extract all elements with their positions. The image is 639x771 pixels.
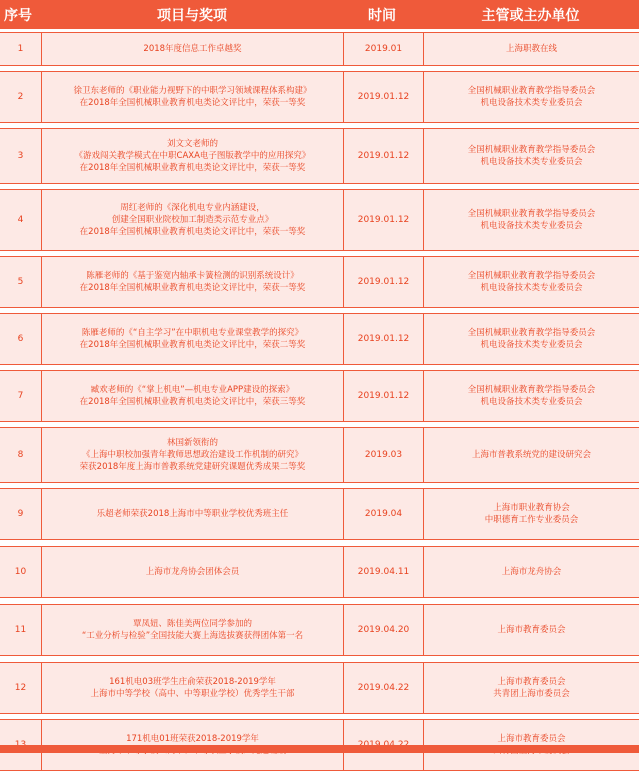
org-line: 全国机械职业教育教学指导委员会 — [467, 86, 596, 96]
row-number: 8 — [0, 428, 42, 482]
table-row — [0, 546, 639, 598]
org-line: 上海职教在线 — [505, 44, 557, 54]
row-time: 2019.01.12 — [344, 314, 424, 364]
row-item — [42, 257, 344, 307]
row-org — [424, 129, 639, 183]
org-line: 全国机械职业教育教学指导委员会 — [467, 209, 596, 219]
item-line: 周红老师的《深化机电专业内涵建设， — [120, 203, 265, 213]
row-org — [424, 663, 639, 713]
row-number: 7 — [0, 371, 42, 421]
row-item — [42, 72, 344, 122]
header-no: 序号 — [4, 7, 32, 24]
table-row — [0, 128, 639, 184]
item-line: 171机电01班荣获2018-2019学年 — [126, 734, 259, 744]
row-org — [424, 605, 639, 655]
row-item — [42, 129, 344, 183]
item-line: “工业分析与检验”全国技能大赛上海选拔赛获得团体第一名 — [81, 631, 304, 641]
item-line: 林国新领衔的 — [166, 438, 218, 448]
item-line: 陈雁老师的《“自主学习”在中职机电专业课堂教学的探究》 — [81, 328, 304, 338]
row-org — [424, 489, 639, 539]
table-row — [0, 71, 639, 123]
org-line: 全国机械职业教育教学指导委员会 — [467, 271, 596, 281]
table-row — [0, 370, 639, 422]
row-number: 2 — [0, 72, 42, 122]
item-line: 臧欢老师的《“掌上机电”—机电专业APP建设的探索》 — [90, 385, 295, 395]
item-line: 创建全国职业院校加工制造类示范专业点》 — [111, 215, 274, 225]
org-line: 上海市教育委员会 — [497, 734, 566, 744]
row-number: 10 — [0, 547, 42, 597]
row-time: 2019.01 — [344, 33, 424, 65]
item-line: 上海市龙舟协会团体会员 — [145, 567, 240, 577]
row-org — [424, 33, 639, 65]
item-line: 在2018年全国机械职业教育机电类论文评比中，荣获一等奖 — [79, 98, 306, 108]
row-item — [42, 489, 344, 539]
org-line: 全国机械职业教育教学指导委员会 — [467, 145, 596, 155]
row-org — [424, 371, 639, 421]
row-item — [42, 190, 344, 250]
item-line: 《上海中职校加强青年教师思想政治建设工作机制的研究》 — [81, 450, 303, 460]
header-org: 主管或主办单位 — [481, 7, 580, 24]
row-time: 2019.01.12 — [344, 257, 424, 307]
org-line: 上海市教育委员会 — [497, 625, 566, 635]
row-number: 5 — [0, 257, 42, 307]
table-row — [0, 662, 639, 714]
row-org — [424, 72, 639, 122]
org-line: 机电设备技术类专业委员会 — [480, 157, 583, 167]
org-line: 中职德育工作专业委员会 — [484, 515, 579, 525]
row-org — [424, 547, 639, 597]
row-org — [424, 190, 639, 250]
item-line: 在2018年全国机械职业教育机电类论文评比中，荣获一等奖 — [79, 283, 306, 293]
table-row — [0, 604, 639, 656]
bottom-bar — [0, 745, 639, 753]
row-time: 2019.01.12 — [344, 72, 424, 122]
org-line: 上海市龙舟协会 — [501, 567, 562, 577]
org-line: 机电设备技术类专业委员会 — [480, 340, 583, 350]
table-row — [0, 256, 639, 308]
row-number: 9 — [0, 489, 42, 539]
header-item: 项目与奖项 — [157, 7, 227, 24]
item-line: 2018年度信息工作卓越奖 — [143, 44, 242, 54]
org-line: 全国机械职业教育教学指导委员会 — [467, 328, 596, 338]
row-number: 3 — [0, 129, 42, 183]
table-row — [0, 488, 639, 540]
table-row — [0, 32, 639, 66]
row-time: 2019.04 — [344, 489, 424, 539]
org-line: 机电设备技术类专业委员会 — [480, 221, 583, 231]
table-row — [0, 313, 639, 365]
row-number: 4 — [0, 190, 42, 250]
row-time: 2019.01.12 — [344, 190, 424, 250]
org-line: 全国机械职业教育教学指导委员会 — [467, 385, 596, 395]
item-line: 乐超老师荣获2018上海市中等职业学校优秀班主任 — [96, 509, 289, 519]
table-row — [0, 427, 639, 483]
item-line: 徐卫东老师的《职业能力视野下的中职学习领域课程体系构建》 — [73, 86, 312, 96]
row-time: 2019.03 — [344, 428, 424, 482]
row-time: 2019.04.22 — [344, 663, 424, 713]
row-item — [42, 663, 344, 713]
row-number: 1 — [0, 33, 42, 65]
row-time: 2019.01.12 — [344, 371, 424, 421]
row-number: 6 — [0, 314, 42, 364]
item-line: 上海市中等学校（高中、中等职业学校）优秀学生干部 — [90, 689, 295, 699]
row-time: 2019.01.12 — [344, 129, 424, 183]
item-line: 在2018年全国机械职业教育机电类论文评比中，荣获一等奖 — [79, 163, 306, 173]
row-item — [42, 428, 344, 482]
row-item — [42, 371, 344, 421]
item-line: 刘文文老师的 — [166, 139, 218, 149]
org-line: 机电设备技术类专业委员会 — [480, 98, 583, 108]
row-item — [42, 547, 344, 597]
row-number: 12 — [0, 663, 42, 713]
org-line: 上海市普教系统党的建设研究会 — [471, 450, 591, 460]
row-org — [424, 257, 639, 307]
item-line: 《游戏闯关教学模式在中职CAXA电子图版教学中的应用探究》 — [74, 151, 311, 161]
org-line: 上海市职业教育协会 — [493, 503, 570, 513]
row-item — [42, 33, 344, 65]
row-number: 11 — [0, 605, 42, 655]
table-row — [0, 189, 639, 251]
item-line: 161机电03班学生庄俞荣获2018-2019学年 — [109, 677, 276, 687]
header-time: 时间 — [368, 7, 396, 24]
item-line: 荣获2018年度上海市普教系统党建研究课题优秀成果二等奖 — [79, 462, 306, 472]
org-line: 机电设备技术类专业委员会 — [480, 283, 583, 293]
row-org — [424, 314, 639, 364]
item-line: 覃凤妞、陈佳美两位同学参加的 — [132, 619, 252, 629]
item-line: 在2018年全国机械职业教育机电类论文评比中，荣获三等奖 — [79, 397, 306, 407]
table-header — [0, 0, 639, 29]
item-line: 在2018年全国机械职业教育机电类论文评比中，荣获一等奖 — [79, 227, 306, 237]
item-line: 陈雁老师的《基于鉴宽内轴承卡簧检测的识别系统设计》 — [86, 271, 299, 281]
org-line: 上海市教育委员会 — [497, 677, 566, 687]
item-line: 在2018年全国机械职业教育机电类论文评比中，荣获二等奖 — [79, 340, 306, 350]
row-org — [424, 428, 639, 482]
row-item — [42, 314, 344, 364]
org-line: 机电设备技术类专业委员会 — [480, 397, 583, 407]
org-line: 共青团上海市委员会 — [493, 689, 570, 699]
row-item — [42, 605, 344, 655]
row-time: 2019.04.20 — [344, 605, 424, 655]
row-time: 2019.04.11 — [344, 547, 424, 597]
